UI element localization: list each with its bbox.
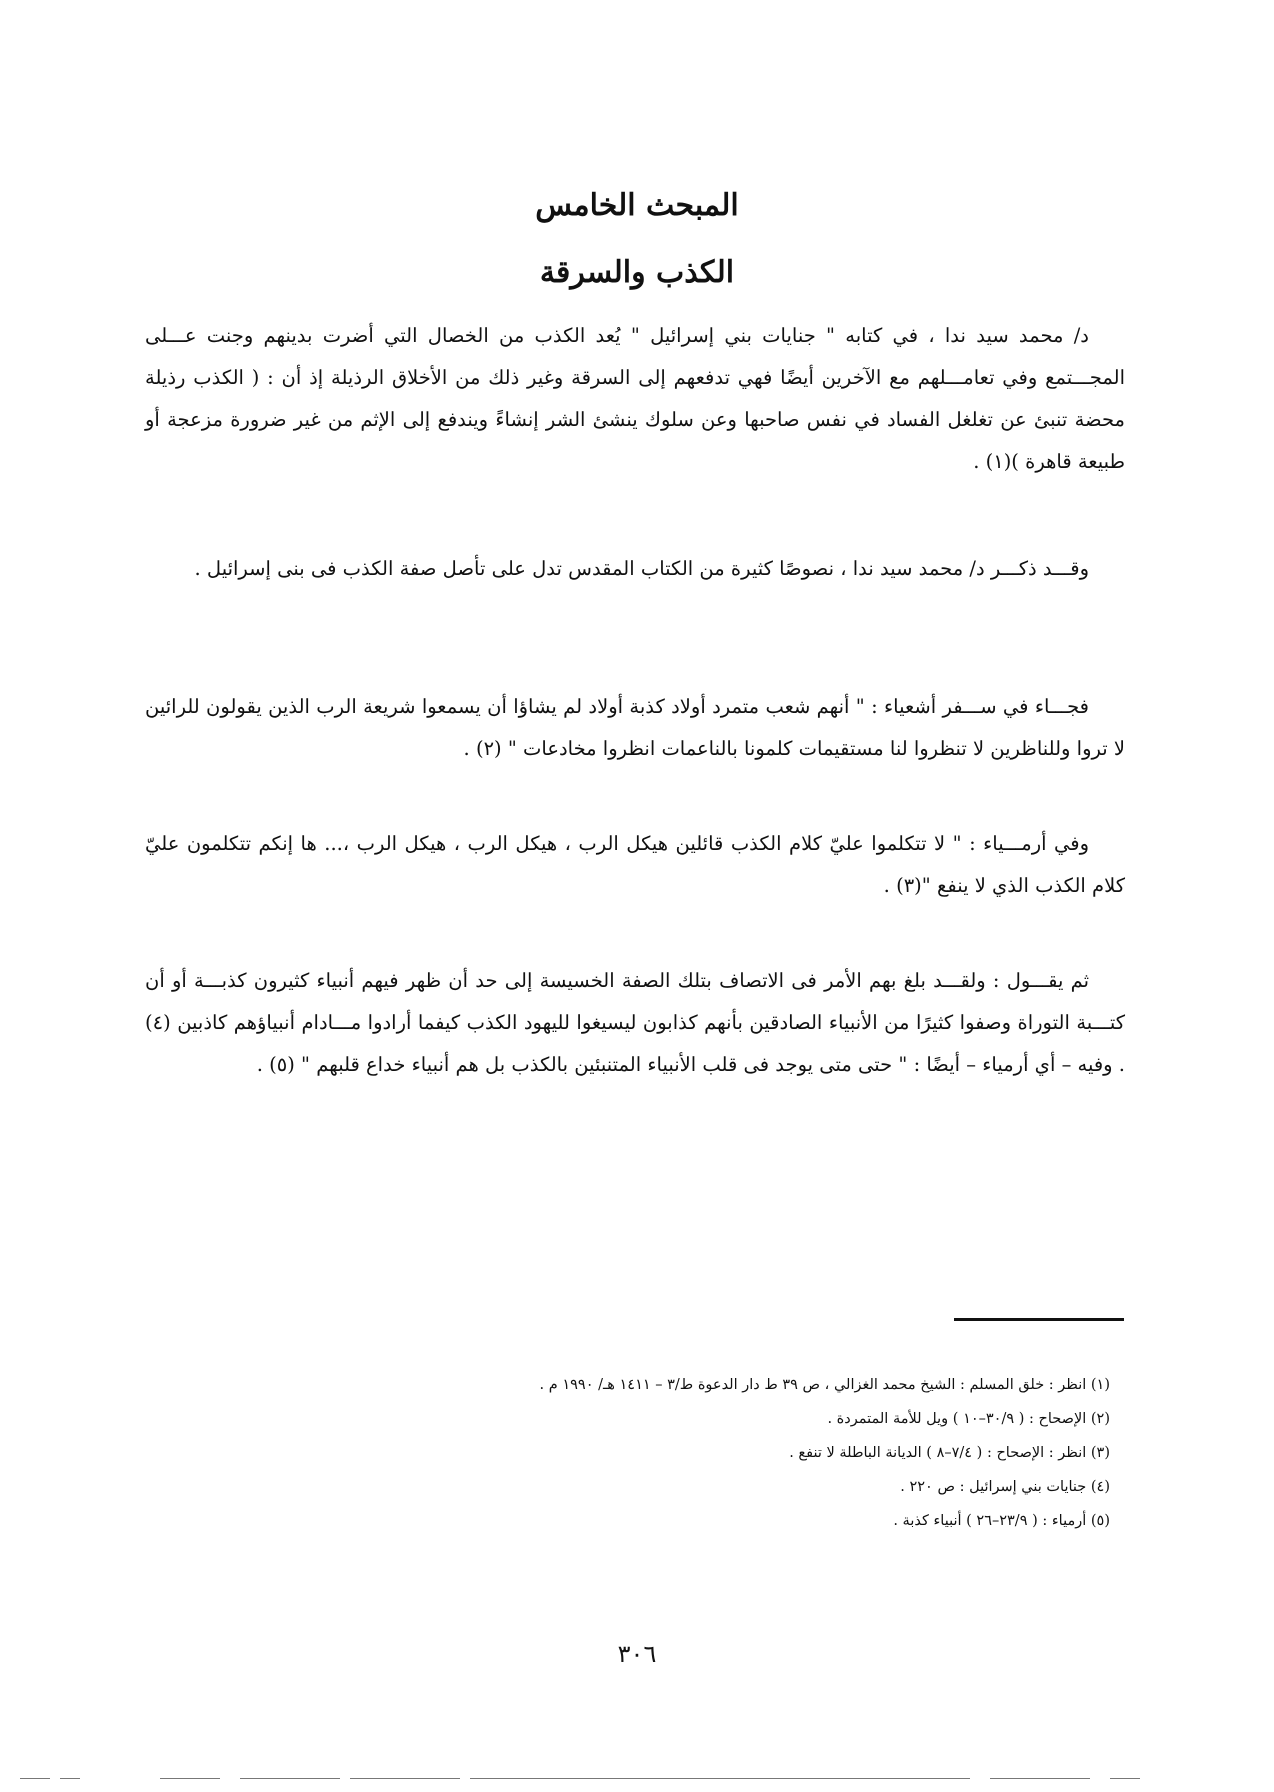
scan-edge-lines bbox=[0, 1778, 1274, 1782]
scan-line bbox=[990, 1778, 1090, 1779]
section-title: الكذب والسرقة bbox=[539, 255, 735, 290]
footnote-4: (٤) جنايات بني إسرائيل : ص ٢٢٠ . bbox=[900, 1479, 1110, 1495]
footnote-3: (٣) انظر : الإصحاح : ( ٧/٤–٨ ) الديانة الباطلة لا تنفع . bbox=[789, 1445, 1110, 1461]
footnote-separator bbox=[954, 1318, 1124, 1321]
paragraph-text: وقـــد ذكـــر د/ محمد سيد ندا ، نصوصًا كثيرة من الكتاب المقدس تدل على تأصل صفة الكذب فى بنى إسرائيل . bbox=[194, 557, 1089, 580]
paragraph-3 bbox=[145, 686, 1125, 770]
chapter-heading: المبحث الخامس bbox=[535, 188, 739, 223]
scan-line bbox=[470, 1778, 970, 1779]
footnotes bbox=[300, 1368, 1110, 1538]
paragraph-4 bbox=[145, 823, 1125, 907]
footnote-1: (١) انظر : خلق المسلم : الشيخ محمد الغزالي ، ص ٣٩ ط دار الدعوة ط/٣ – ١٤١١ هـ/ ١٩٩٠ م . bbox=[539, 1377, 1110, 1393]
paragraph-2 bbox=[145, 548, 1125, 590]
footnote-5: (٥) أرمياء : ( ٢٣/٩–٢٦ ) أنبياء كذبة . bbox=[893, 1513, 1110, 1529]
footnote-2: (٢) الإصحاح : ( ٣٠/٩–١٠ ) ويل للأمة المتمردة . bbox=[827, 1411, 1110, 1427]
paragraph-text: ثم يقـــول : ولقـــد بلغ بهم الأمر فى الاتصاف بتلك الصفة الخسيسة إلى حد أن ظهر فيهم أنبياء كثيرون كذبـــة أو أن كتـــبة التوراة وصفوا كثيرًا من الأنبياء الصادقين بأنهم كذابون ليسيغوا لليهود الكذب كيفما أرادوا مـــادام أنبياؤهم كاذبين (٤) . وفيه – أي أرمياء – أيضًا : " حتى متى يوجد فى قلب الأنبياء المتنبئين بالكذب بل هم أنبياء خداع قلبهم " (٥) . bbox=[145, 969, 1125, 1076]
paragraph-text: وفي أرمـــياء : " لا تتكلموا عليّ كلام الكذب قائلين هيكل الرب ، هيكل الرب ، هيكل الرب ،... ها إنكم تتكلمون عليّ كلام الكذب الذي لا ينفع "(٣) . bbox=[145, 832, 1125, 897]
paragraph-5 bbox=[145, 960, 1125, 1086]
scan-line bbox=[160, 1778, 220, 1779]
paragraph-text: فجـــاء في ســـفر أشعياء : " أنهم شعب متمرد أولاد كذبة أولاد لم يشاؤا أن يسمعوا شريعة الرب الذين يقولون للرائين لا تروا وللناظرين لا تنظروا لنا مستقيمات كلمونا بالناعمات انظروا مخادعات " (٢) . bbox=[145, 695, 1125, 760]
paragraph-1 bbox=[145, 315, 1125, 483]
scan-line bbox=[240, 1778, 340, 1779]
scan-line bbox=[20, 1778, 50, 1779]
paragraph-text: د/ محمد سيد ندا ، في كتابه " جنايات بني إسرائيل " يُعد الكذب من الخصال التي أضرت بدينهم وجنت عـــلى المجـــتمع وفي تعامـــلهم مع الآخرين أيضًا فهي تدفعهم إلى السرقة وغير ذلك من الأخلاق الرذيلة إذ أن : ( الكذب رذيلة محضة تنبئ عن تغلغل الفساد في نفس صاحبها وعن سلوك ينشئ الشر إنشاءً ويندفع إلى الإثم من غير ضرورة مزعجة أو طبيعة قاهرة )(١) . bbox=[145, 324, 1125, 473]
scan-line bbox=[60, 1778, 80, 1779]
scan-line bbox=[1110, 1778, 1140, 1779]
scan-line bbox=[350, 1778, 460, 1779]
page-number: ٣٠٦ bbox=[617, 1640, 657, 1668]
